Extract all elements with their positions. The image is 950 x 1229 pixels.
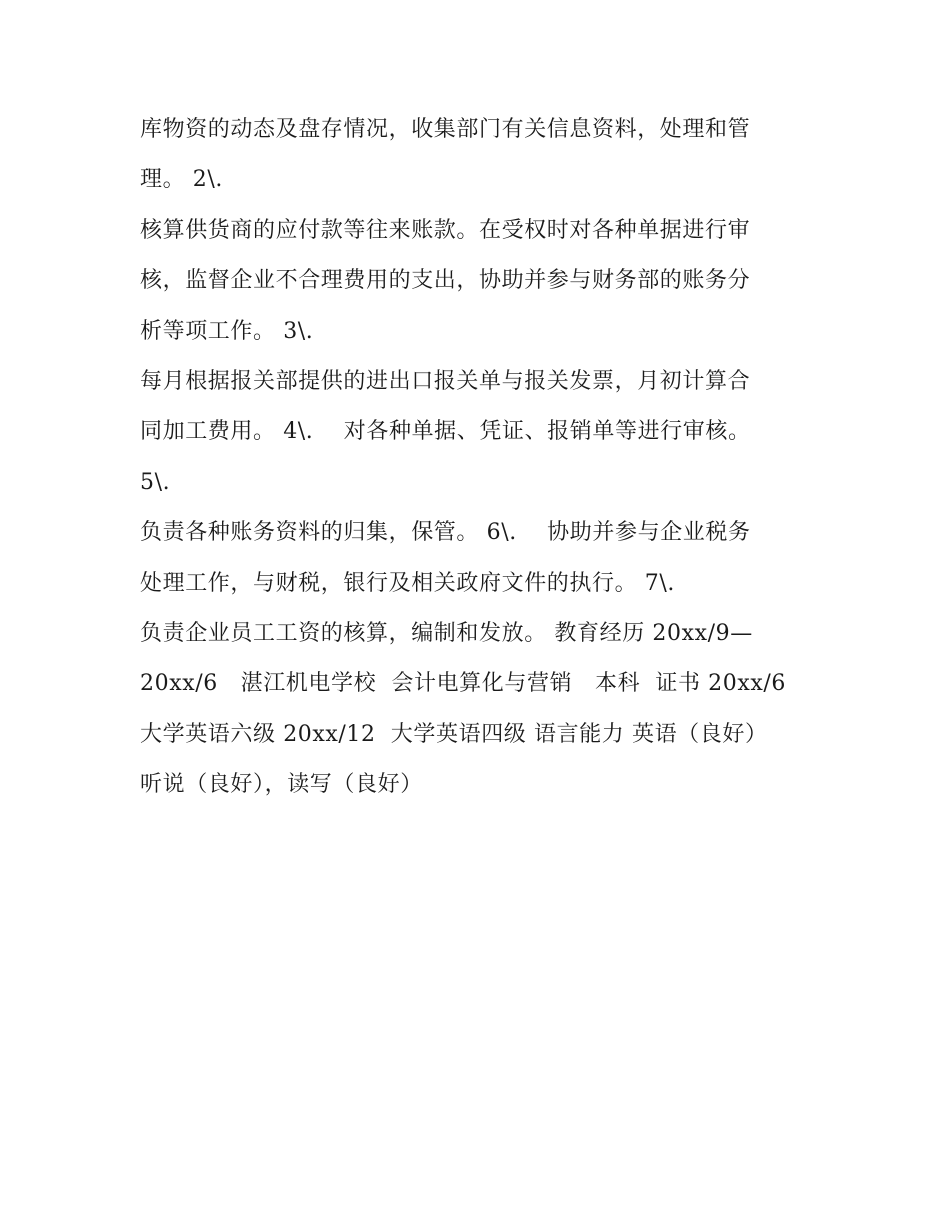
text-line: 析等项工作。 3\. [140, 318, 314, 344]
text-line: 同加工费用。 4\. 对各种单据、凭证、报销单等进行审核。 [140, 419, 751, 445]
document-body [140, 105, 820, 810]
text-line: 核，监督企业不合理费用的支出，协助并参与财务部的账务分 [140, 268, 751, 294]
text-line: 处理工作，与财税，银行及相关政府文件的执行。 7\. [140, 570, 675, 596]
text-line: 每月根据报关部提供的进出口报关单与报关发票，月初计算合 [140, 368, 751, 394]
text-line: 大学英语六级 20xx/12 大学英语四级 语言能力 英语（良好） [140, 721, 768, 747]
text-line: 20xx/6 湛江机电学校 会计电算化与营销 本科 证书 20xx/6 [140, 671, 786, 697]
text-line: 负责各种账务资料的归集，保管。 6\. 协助并参与企业税务 [140, 520, 751, 546]
text-line: 库物资的动态及盘存情况，收集部门有关信息资料，处理和管 [140, 117, 751, 142]
text-line: 负责企业员工工资的核算，编制和发放。 教育经历 20xx/9— [140, 620, 753, 646]
text-line: 5\. [140, 469, 171, 495]
text-line: 听说（良好），读写（良好） [140, 772, 423, 798]
text-line: 核算供货商的应付款等往来账款。在受权时对各种单据进行审 [140, 217, 751, 243]
text-line: 理。 2\. [140, 167, 223, 193]
